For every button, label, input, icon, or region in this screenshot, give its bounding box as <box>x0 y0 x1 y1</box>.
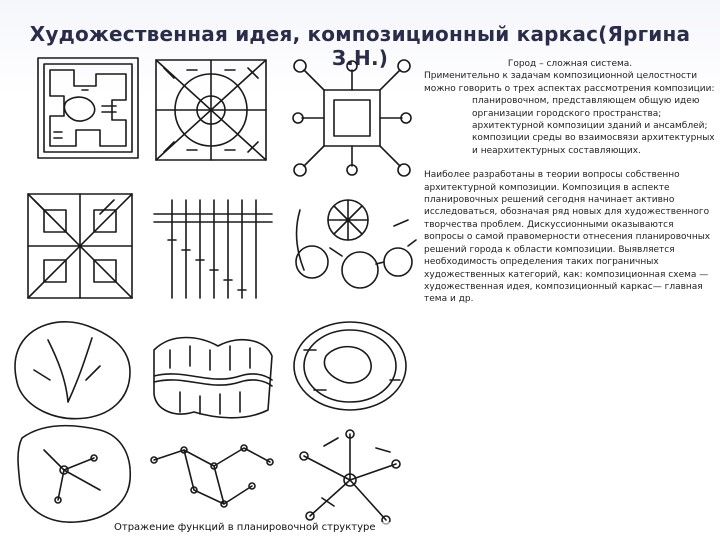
scheme-patchwork <box>18 426 130 523</box>
planning-schemes-drawing <box>4 50 422 540</box>
scheme-network-nodes <box>151 445 273 507</box>
scheme-organic-blob <box>15 322 130 419</box>
scheme-oval-core <box>294 322 406 410</box>
paragraph-intro: Применительно к задачам композиционной целостности можно говорить о трех аспектах рассмотрения композиции: <box>424 71 715 94</box>
paragraph-gap <box>424 157 716 169</box>
scheme-ornamental-square <box>293 60 411 176</box>
slide-title: Художественная идея, композиционный каркас(Яргина З.Н.) <box>29 22 691 70</box>
planning-schemes-figure <box>4 50 422 540</box>
figure-caption: Отражение функций в планировочной структуре <box>114 522 424 533</box>
paragraph-theory: Наиболее разработаны в теории вопросы собственно архитектурной композиции. Композиция в аспекте планировочных решений сегодня начинает активно исследоваться, обозначая ряд новых для художественного творчества проблем. Дискуссионными оказываются вопросы о самой правомерности отнесения планировочных решений города к области композиции. Выявляется необходимость определения таких пограничных художественных категорий, как: композиционная схема —художественная идея, композиционный каркас— главная тема и др. <box>424 170 711 305</box>
scheme-linear-bars <box>154 200 272 298</box>
paragraph-intro-line: Город – сложная система. <box>507 59 633 69</box>
aspect-item-environment: композиции среды во взаимосвязи архитектурных и неархитектурных составляющих. <box>472 133 715 156</box>
scheme-park-plan <box>38 58 138 158</box>
body-text <box>424 58 716 306</box>
scheme-starburst <box>300 430 400 524</box>
scheme-radial-grid <box>156 60 266 160</box>
aspect-item-planning: планировочном, представляющем общую идею организации городского пространства; <box>472 96 700 119</box>
scheme-linked-circles <box>296 200 416 288</box>
scheme-river-valley <box>154 338 272 418</box>
aspect-item-architecture: архитектурной композиции зданий и ансамблей; <box>472 121 708 132</box>
scheme-diagonal-city <box>28 194 132 298</box>
